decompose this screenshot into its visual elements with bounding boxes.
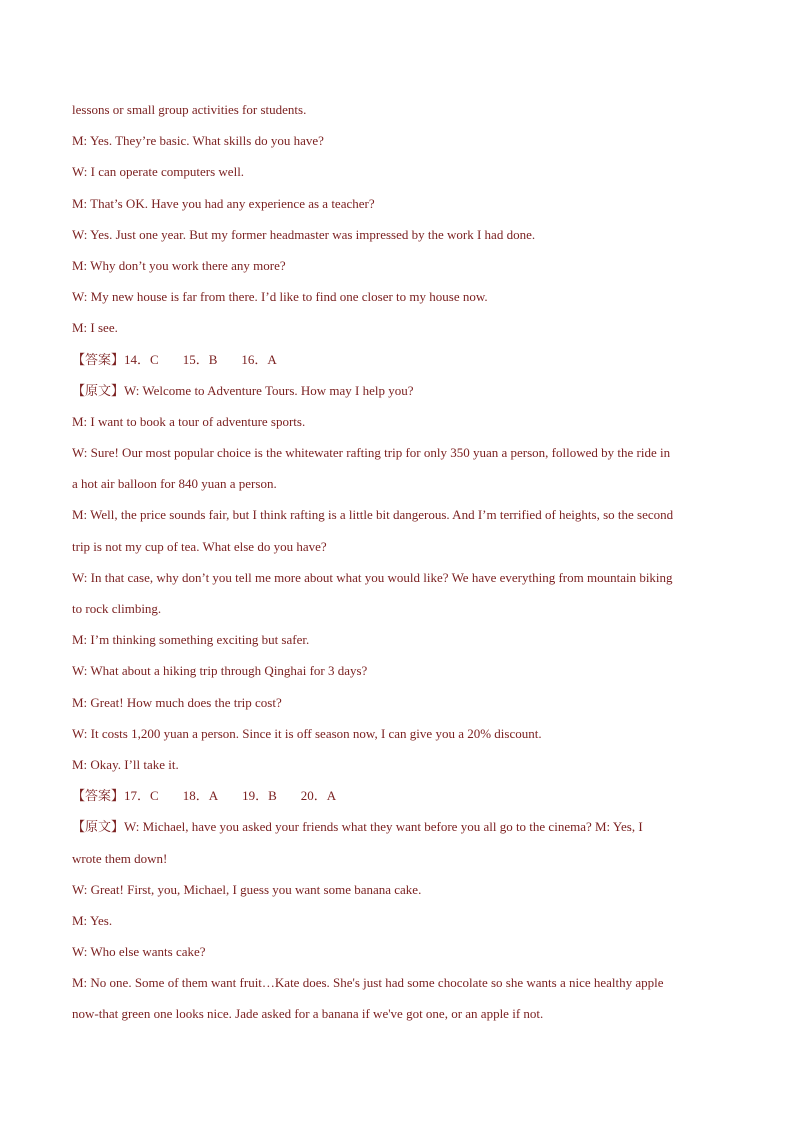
transcript-line: [72, 817, 732, 848]
text-line: W: Sure! Our most popular choice is the whitewater rafting trip for only 350 yuan a person, followed by the ride in: [72, 445, 671, 461]
text-line: W: Great! First, you, Michael, I guess you want some banana cake.: [72, 881, 422, 897]
transcript-tag: 【原文】: [72, 383, 125, 399]
text-line: M: I see.: [72, 320, 118, 336]
answer-item: 17．C: [124, 788, 159, 804]
transcript-line: [72, 381, 732, 412]
text-line: W: Who else wants cake?: [72, 944, 206, 960]
answer-item: 18．A: [182, 788, 219, 804]
answer-line: [72, 350, 732, 381]
answer-tag: 【答案】: [72, 352, 125, 368]
answer-tag: 【答案】: [72, 789, 125, 805]
text-line: M: Well, the price sounds fair, but I think rafting is a little bit dangerous. And I’m terrified of heights, so the second: [72, 507, 674, 523]
text-line: W: Yes. Just one year. But my former headmaster was impressed by the work I had done.: [72, 226, 536, 242]
text-line: M: I’m thinking something exciting but safer.: [72, 632, 310, 648]
text-line: M: Great! How much does the trip cost?: [72, 694, 282, 710]
text-line: W: In that case, why don’t you tell me more about what you would like? We have everything from mountain biking: [72, 569, 673, 585]
text-line: wrote them down!: [72, 850, 168, 866]
text-line: now-that green one looks nice. Jade asked for a banana if we've got one, or an apple if not.: [72, 1006, 544, 1022]
text-line: W: What about a hiking trip through Qinghai for 3 days?: [72, 663, 368, 679]
answer-item: 20．A: [300, 788, 337, 804]
text-line: a hot air balloon for 840 yuan a person.: [72, 476, 277, 492]
text-line: lessons or small group activities for students.: [72, 102, 307, 117]
text-line: M: That’s OK. Have you had any experience as a teacher?: [72, 195, 375, 211]
transcript-text: W: Welcome to Adventure Tours. How may I help you?: [124, 382, 414, 398]
text-line: trip is not my cup of tea. What else do you have?: [72, 538, 327, 554]
answer-item: 15．B: [182, 351, 218, 367]
text-line: M: I want to book a tour of adventure sports.: [72, 413, 306, 429]
text-line: M: No one. Some of them want fruit…Kate does. She's just had some chocolate so she wants a nice healthy apple: [72, 975, 664, 991]
text-line: W: My new house is far from there. I’d like to find one closer to my house now.: [72, 289, 488, 305]
text-line: M: Okay. I’ll take it.: [72, 756, 179, 772]
transcript-tag: 【原文】: [72, 820, 125, 836]
answer-item: 19．B: [242, 788, 277, 804]
text-line: M: Yes. They’re basic. What skills do you have?: [72, 133, 324, 149]
answer-line: [72, 786, 732, 817]
answer-item: 16．A: [241, 351, 277, 367]
text-line: M: Why don’t you work there any more?: [72, 257, 286, 273]
transcript-text: W: Michael, have you asked your friends what they want before you all go to the cinema? M: Yes, I: [124, 819, 643, 835]
document-page: [72, 100, 732, 1036]
text-line: W: It costs 1,200 yuan a person. Since it is off season now, I can give you a 20% discount.: [72, 725, 542, 741]
text-line: to rock climbing.: [72, 601, 162, 616]
text-line: M: Yes.: [72, 912, 113, 928]
text-line: W: I can operate computers well.: [72, 164, 245, 180]
answer-item: 14．C: [124, 351, 159, 367]
